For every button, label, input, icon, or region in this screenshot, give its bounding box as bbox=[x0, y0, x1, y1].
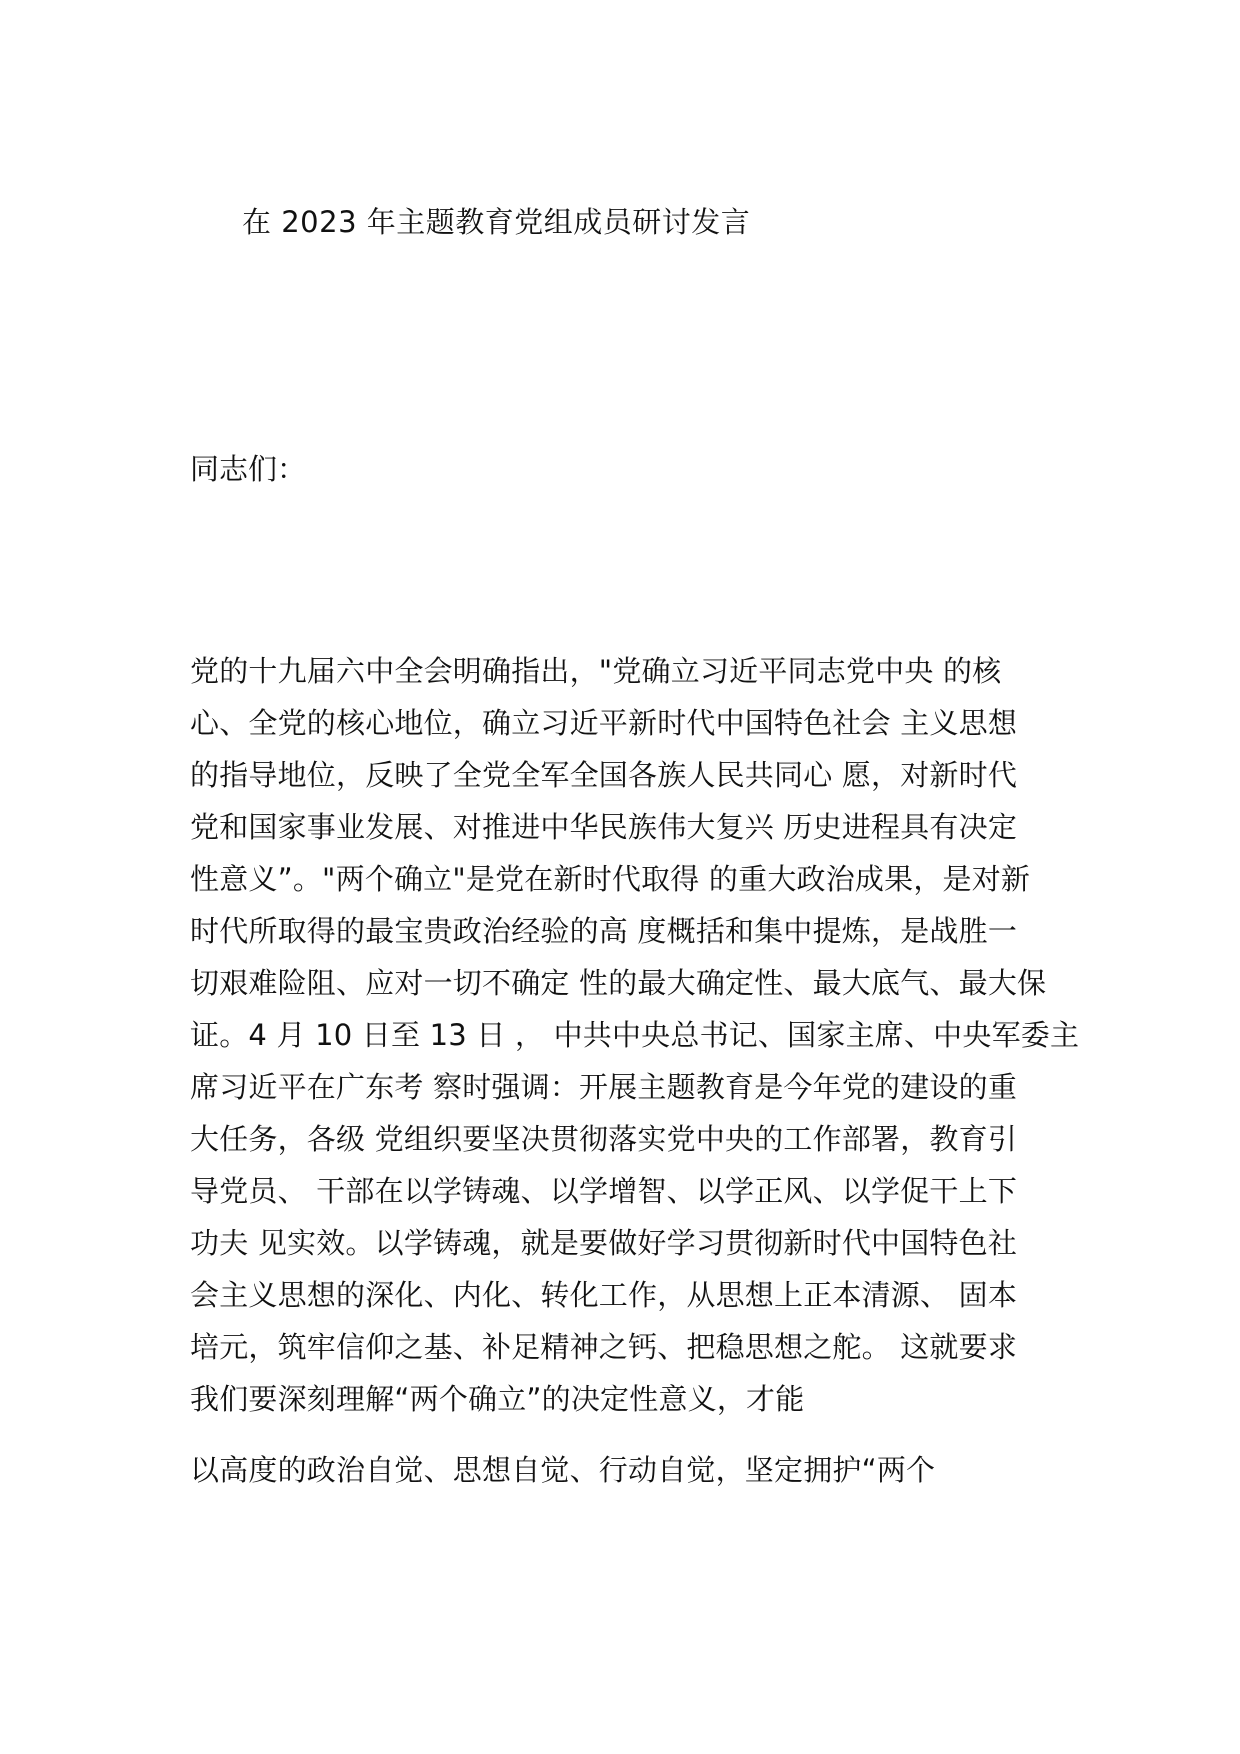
paragraph-line: 我们要深刻理解“两个确立”的决定性意义，才能 bbox=[190, 1382, 805, 1416]
paragraph-line: 的指导地位，反映了全党全军全国各族人民共同心 愿，对新时代 bbox=[190, 758, 1018, 792]
paragraph-line: 心、全党的核心地位，确立习近平新时代中国特色社会 主义思想 bbox=[190, 706, 1018, 740]
paragraph-line: 党和国家事业发展、对推进中华民族伟大复兴 历史进程具有决定 bbox=[190, 810, 1018, 844]
body-paragraph bbox=[190, 645, 1080, 1425]
trailing-line: 以高度的政治自觉、思想自觉、行动自觉，坚定拥护“两个 bbox=[190, 1453, 936, 1487]
document-title: 在 2023 年主题教育党组成员研讨发言 bbox=[242, 205, 751, 239]
paragraph-line: 会主义思想的深化、内化、转化工作，从思想上正本清源、 固本 bbox=[190, 1278, 1018, 1312]
paragraph-line: 导党员、 干部在以学铸魂、以学增智、以学正风、以学促干上下 bbox=[190, 1174, 1018, 1208]
paragraph-line: 证。4 月 10 日至 13 日 ， 中共中央总书记、国家主席、中央军委主 bbox=[190, 1018, 1080, 1052]
paragraph-line: 席习近平在广东考 察时强调：开展主题教育是今年党的建设的重 bbox=[190, 1070, 1018, 1104]
paragraph-line: 党的十九届六中全会明确指出，"党确立习近平同志党中央 的核 bbox=[190, 654, 1002, 688]
paragraph-line: 功夫 见实效。以学铸魂，就是要做好学习贯彻新时代中国特色社 bbox=[190, 1226, 1018, 1260]
paragraph-line: 大任务，各级 党组织要坚决贯彻落实党中央的工作部署，教育引 bbox=[190, 1122, 1018, 1156]
paragraph-line: 性意义”。"两个确立"是党在新时代取得 的重大政治成果，是对新 bbox=[190, 862, 1031, 896]
paragraph-line: 切艰难险阻、应对一切不确定 性的最大确定性、最大底气、最大保 bbox=[190, 966, 1047, 1000]
paragraph-line: 培元，筑牢信仰之基、补足精神之钙、把稳思想之舵。 这就要求 bbox=[190, 1330, 1018, 1364]
greeting: 同志们： bbox=[190, 452, 307, 486]
paragraph-line: 时代所取得的最宝贵政治经验的高 度概括和集中提炼，是战胜一 bbox=[190, 914, 1018, 948]
